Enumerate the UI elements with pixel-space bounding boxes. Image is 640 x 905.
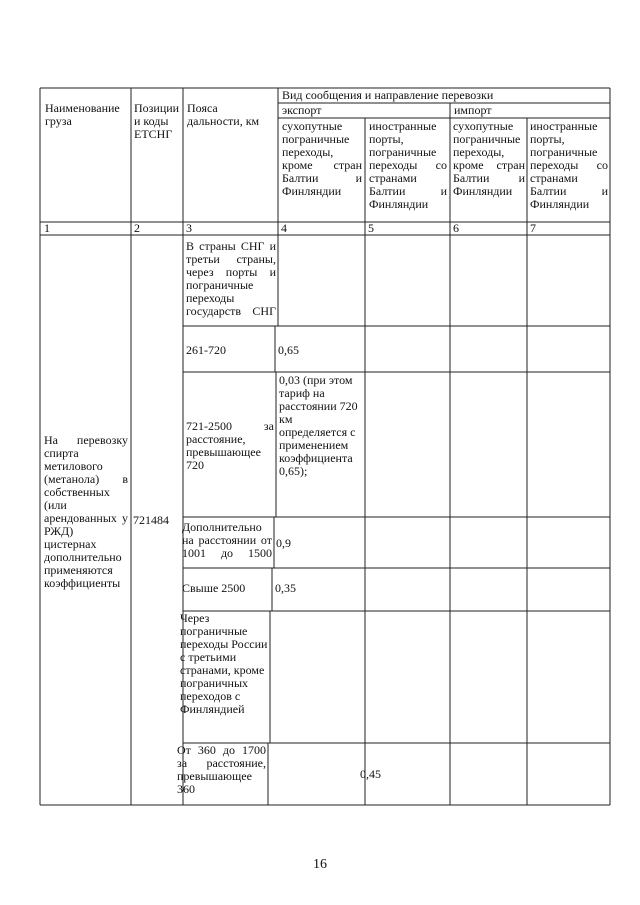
table-row-5-zone: Через пограничные переходы России с третьими странами, кроме пограничных переходов с Финляндией: [180, 612, 268, 716]
table-row-2-zone: 721-2500 за расстояние, превышающее 720: [186, 420, 274, 472]
table-row-0-zone: В страны СНГ и третьи страны, через порты и пограничные переходы государств СНГ: [186, 240, 276, 318]
header-zones: Пояса дальности, км: [187, 102, 260, 128]
table-row-4-zone: Свыше 2500: [182, 582, 246, 595]
table-row-3-c4: 0,9: [276, 537, 291, 550]
header-positions: Позиции и коды ЕТСНГ: [134, 102, 180, 141]
column-number-1: 1: [44, 222, 50, 235]
page-number: 16: [313, 857, 327, 872]
table-row-4-c4: 0,35: [275, 582, 296, 595]
column-number-2: 2: [134, 222, 140, 235]
column-number-4: 4: [281, 222, 287, 235]
cargo-code: 721484: [133, 514, 169, 527]
header-cargo-name: Наименование груза: [45, 102, 120, 128]
table-row-6-zone: От 360 до 1700 за расстояние, превышающее 360: [177, 744, 266, 796]
column-number-7: 7: [530, 222, 536, 235]
header-transport-kind: Вид сообщения и направление перевозки: [282, 89, 494, 102]
header-export-foreign: иностранные порты, пограничные переходы со странами Балтии и Финляндии: [369, 120, 447, 211]
table-row-2-c4: 0,03 (при этом тариф на расстоянии 720 км определяется с применением коэффициента 0,65);: [279, 374, 358, 478]
table-row-6-c5: 0,45: [360, 768, 381, 781]
header-import-foreign: иностранные порты, пограничные переходы со странами Балтии и Финляндии: [530, 120, 608, 211]
header-import-land: сухопутные пограничные переходы, кроме стран Балтии и Финляндии: [453, 120, 525, 198]
table-row-1-c4: 0,65: [278, 344, 299, 357]
column-number-6: 6: [453, 222, 459, 235]
table-row-1-zone: 261-720: [186, 344, 226, 357]
header-export-land: сухопутные пограничные переходы, кроме стран Балтии и Финляндии: [282, 120, 362, 198]
column-number-5: 5: [368, 222, 374, 235]
column-number-3: 3: [186, 222, 192, 235]
table-row-3-zone: Дополнительно на расстоянии от 1001 до 1500: [182, 521, 272, 560]
header-import: импорт: [454, 104, 492, 117]
header-export: экспорт: [282, 104, 322, 117]
cargo-description: На перевозку спирта метилового (метанола) в собственных (или арендованных у РЖД) цистернах дополнительно применяются коэффициенты: [44, 434, 128, 590]
